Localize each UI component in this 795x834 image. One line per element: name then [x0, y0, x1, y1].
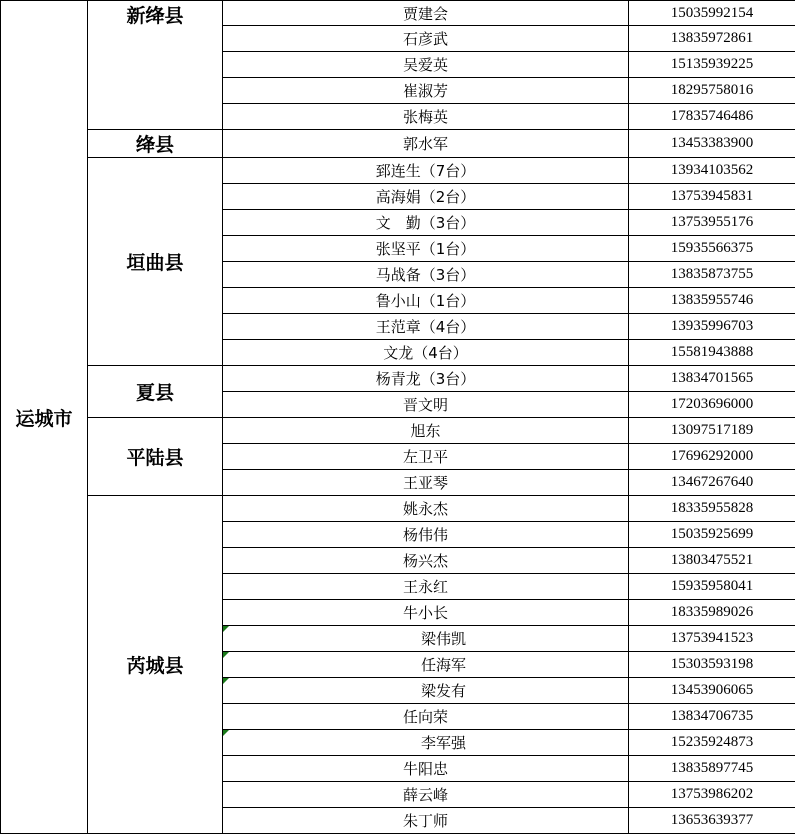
name-cell — [223, 262, 629, 288]
phone-cell: 15935566375 — [629, 236, 795, 262]
contact-name: 杨伟伟 — [403, 526, 448, 544]
contact-name: 左卫平 — [403, 448, 448, 466]
phone-cell: 13834706735 — [629, 704, 795, 730]
contact-name: 鲁小山（1台） — [376, 292, 476, 310]
name-cell — [223, 808, 629, 834]
name-cell — [223, 626, 629, 652]
contact-name: 马战备（3台） — [376, 266, 476, 284]
name-cell — [223, 158, 629, 184]
name-cell — [223, 210, 629, 236]
name-cell — [223, 366, 629, 392]
county-cell: 垣曲县 — [88, 158, 223, 366]
contact-name: 郅连生（7台） — [376, 162, 476, 180]
name-cell — [223, 104, 629, 130]
contact-name: 高海娟（2台） — [376, 188, 476, 206]
contact-name: 牛小长 — [403, 604, 448, 622]
contact-name: 旭东 — [410, 422, 440, 440]
county-cell: 新绛县 — [88, 1, 223, 130]
contact-name: 任向荣 — [403, 708, 448, 726]
phone-cell: 13753941523 — [629, 626, 795, 652]
name-cell — [223, 574, 629, 600]
name-cell — [223, 782, 629, 808]
name-cell — [223, 496, 629, 522]
phone-cell: 13835873755 — [629, 262, 795, 288]
phone-cell: 15303593198 — [629, 652, 795, 678]
phone-cell: 17835746486 — [629, 104, 795, 130]
name-cell — [223, 730, 629, 756]
table-row — [1, 1, 795, 26]
phone-cell: 18335955828 — [629, 496, 795, 522]
name-cell — [223, 704, 629, 730]
phone-cell: 13653639377 — [629, 808, 795, 834]
name-cell — [223, 444, 629, 470]
contact-name: 王永红 — [403, 578, 448, 596]
name-cell — [223, 52, 629, 78]
contact-name: 姚永杰 — [403, 500, 448, 518]
contact-name: 朱丁师 — [403, 812, 448, 830]
contact-name: 张梅英 — [403, 108, 448, 126]
contact-name: 郭水军 — [403, 135, 448, 153]
phone-cell: 15035925699 — [629, 522, 795, 548]
name-cell — [223, 130, 629, 158]
phone-cell: 13453383900 — [629, 130, 795, 158]
phone-cell: 17696292000 — [629, 444, 795, 470]
comment-marker-icon — [223, 626, 229, 632]
table-row — [1, 496, 795, 522]
contact-name: 张坚平（1台） — [376, 240, 476, 258]
comment-marker-icon — [223, 730, 229, 736]
phone-cell: 13935996703 — [629, 314, 795, 340]
phone-cell: 13835897745 — [629, 756, 795, 782]
phone-cell: 18335989026 — [629, 600, 795, 626]
phone-cell: 13453906065 — [629, 678, 795, 704]
phone-cell: 13753986202 — [629, 782, 795, 808]
phone-cell: 13834701565 — [629, 366, 795, 392]
table-row — [1, 366, 795, 392]
contact-name: 杨青龙（3台） — [376, 370, 476, 388]
phone-cell: 18295758016 — [629, 78, 795, 104]
contact-name: 石彦武 — [403, 30, 448, 48]
contact-name: 吴爱英 — [403, 56, 448, 74]
name-cell — [223, 288, 629, 314]
phone-cell: 17203696000 — [629, 392, 795, 418]
contact-name: 文龙（4台） — [383, 344, 468, 362]
name-cell — [223, 236, 629, 262]
contact-name: 牛阳忠 — [403, 760, 448, 778]
comment-marker-icon — [223, 652, 229, 658]
name-cell — [223, 26, 629, 52]
name-cell — [223, 392, 629, 418]
name-cell — [223, 78, 629, 104]
name-cell — [223, 600, 629, 626]
name-cell — [223, 470, 629, 496]
table-row — [1, 418, 795, 444]
contact-name: 文 勤（3台） — [376, 214, 476, 232]
phone-cell: 13753945831 — [629, 184, 795, 210]
phone-cell: 15581943888 — [629, 340, 795, 366]
phone-cell: 15935958041 — [629, 574, 795, 600]
contact-name: 崔淑芳 — [403, 82, 448, 100]
contact-name: 贾建会 — [403, 5, 448, 23]
comment-marker-icon — [223, 678, 229, 684]
name-cell — [223, 548, 629, 574]
phone-cell: 13753955176 — [629, 210, 795, 236]
name-cell — [223, 314, 629, 340]
name-cell — [223, 678, 629, 704]
phone-cell: 13835955746 — [629, 288, 795, 314]
table-row — [1, 130, 795, 158]
name-cell — [223, 522, 629, 548]
table-row — [1, 158, 795, 184]
contact-name: 李军强 — [385, 734, 466, 752]
table-body — [1, 1, 795, 834]
phone-cell: 15035992154 — [629, 1, 795, 26]
name-cell — [223, 340, 629, 366]
contact-name: 王范章（4台） — [376, 318, 476, 336]
county-cell: 平陆县 — [88, 418, 223, 496]
phone-cell: 13835972861 — [629, 26, 795, 52]
phone-cell: 13934103562 — [629, 158, 795, 184]
contact-name: 任海军 — [385, 656, 466, 674]
name-cell — [223, 652, 629, 678]
name-cell — [223, 418, 629, 444]
phone-cell: 13803475521 — [629, 548, 795, 574]
contact-name: 梁伟凯 — [385, 630, 466, 648]
contact-name: 晋文明 — [403, 396, 448, 414]
phone-cell: 13097517189 — [629, 418, 795, 444]
name-cell — [223, 1, 629, 26]
county-cell: 芮城县 — [88, 496, 223, 834]
phone-cell: 15235924873 — [629, 730, 795, 756]
name-cell — [223, 184, 629, 210]
contact-name: 杨兴杰 — [403, 552, 448, 570]
city-cell: 运城市 — [1, 1, 88, 834]
contact-name: 王亚琴 — [403, 474, 448, 492]
contact-name: 梁发有 — [385, 682, 466, 700]
name-cell — [223, 756, 629, 782]
county-cell: 夏县 — [88, 366, 223, 418]
phone-cell: 13467267640 — [629, 470, 795, 496]
contact-name: 薛云峰 — [403, 786, 448, 804]
phone-cell: 15135939225 — [629, 52, 795, 78]
county-cell: 绛县 — [88, 130, 223, 158]
